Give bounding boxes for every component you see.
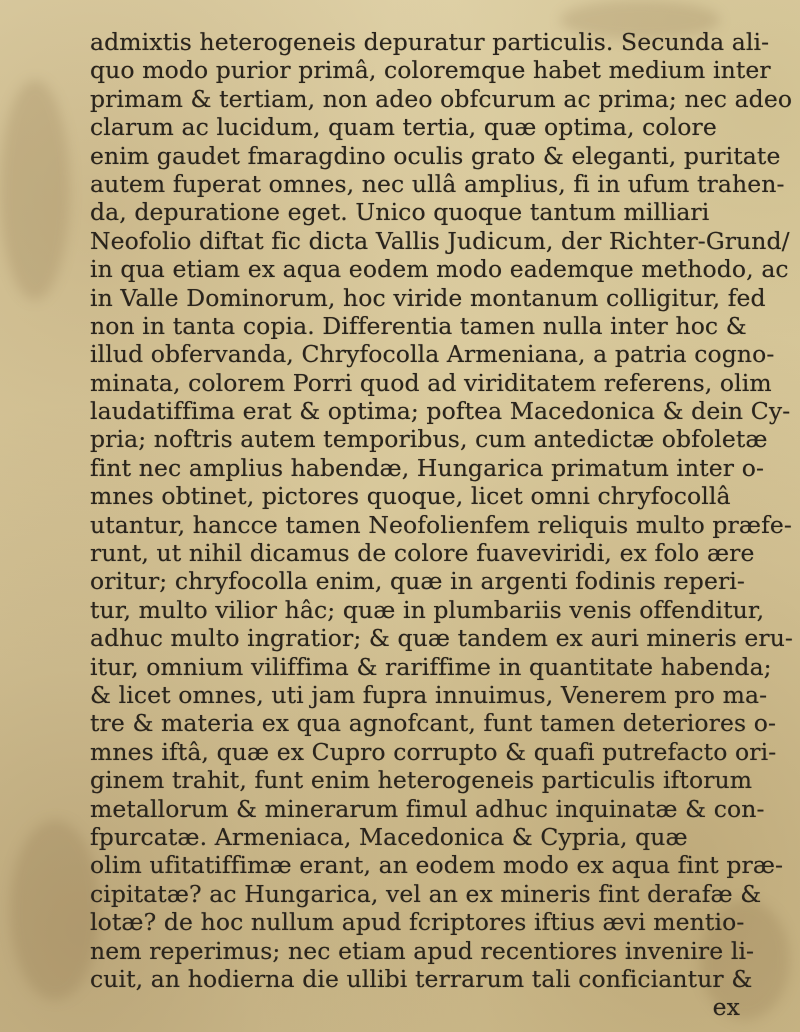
text-line: nem reperimus; nec etiam apud recentiores invenire li-	[90, 936, 755, 965]
text-line: metallorum & minerarum fimul adhuc inquinatæ & con-	[90, 794, 765, 823]
text-line: Neofolio diftat fic dicta Vallis Judicum, der Richter-Grund/	[90, 226, 790, 255]
text-line: enim gaudet fmaragdino oculis grato & eleganti, puritate	[90, 141, 781, 170]
text-line: oritur; chryfocolla enim, quæ in argenti fodinis reperi-	[90, 567, 745, 596]
text-line: primam & tertiam, non adeo obfcurum ac prima; nec adeo	[90, 84, 793, 113]
text-line: non in tanta copia. Differentia tamen nulla inter hoc &	[90, 311, 747, 340]
body-text	[90, 28, 793, 1022]
text-line: admixtis heterogeneis depuratur particulis. Secunda ali-	[90, 28, 770, 56]
text-line: fpurcatæ. Armeniaca, Macedonica & Cypria, quæ	[90, 822, 688, 851]
text-line: minata, colorem Porri quod ad viriditatem referens, olim	[90, 368, 772, 397]
text-line: lotæ? de hoc nullum apud fcriptores iftius ævi mentio-	[90, 908, 745, 937]
text-line: autem fuperat omnes, nec ullâ amplius, fi in ufum trahen-	[90, 169, 785, 198]
text-line: in qua etiam ex aqua eodem modo eademque methodo, ac	[90, 255, 789, 284]
text-line: tre & materia ex qua agnofcant, funt tamen deteriores o-	[90, 709, 777, 738]
paper-stain	[10, 820, 100, 1000]
text-line: cuit, an hodierna die ullibi terrarum tali conficiantur &	[90, 964, 753, 993]
text-line: ginem trahit, funt enim heterogeneis particulis iftorum	[90, 766, 753, 795]
text-line: tur, multo vilior hâc; quæ in plumbariis venis offenditur,	[90, 595, 765, 624]
text-line: adhuc multo ingratior; & quæ tandem ex auri mineris eru-	[90, 624, 793, 653]
text-line: clarum ac lucidum, quam tertia, quæ optima, colore	[90, 113, 717, 142]
text-line: olim ufitatiffimæ erant, an eodem modo ex aqua fint præ-	[90, 851, 784, 880]
text-line: laudatiffima erat & optima; poftea Macedonica & dein Cy-	[90, 397, 791, 426]
text-line: runt, ut nihil dicamus de colore fuaveviridi, ex folo ære	[90, 539, 755, 568]
catchword: ex	[712, 993, 740, 1022]
paper-stain	[0, 80, 70, 300]
text-line: mnes obtinet, pictores quoque, licet omni chryfocollâ	[90, 482, 731, 511]
text-line: cipitatæ? ac Hungarica, vel an ex mineris fint derafæ &	[90, 879, 762, 908]
text-line: in Valle Dominorum, hoc viride montanum colligitur, fed	[90, 283, 766, 312]
text-line: fint nec amplius habendæ, Hungarica primatum inter o-	[90, 453, 764, 482]
text-line: utantur, hancce tamen Neofolienfem reliquis multo præfe-	[90, 510, 792, 539]
text-line: & licet omnes, uti jam fupra innuimus, Venerem pro ma-	[90, 680, 768, 709]
text-line: quo modo purior primâ, coloremque habet medium inter	[90, 56, 771, 85]
text-line: illud obfervanda, Chryfocolla Armeniana, a patria cogno-	[90, 340, 775, 369]
text-line: da, depuratione eget. Unico quoque tantum milliari	[90, 198, 710, 227]
text-line: itur, omnium viliffima & rariffime in quantitate habenda;	[90, 652, 772, 681]
text-line: pria; noftris autem temporibus, cum antedictæ obfoletæ	[90, 425, 768, 454]
text-line: mnes iftâ, quæ ex Cupro corrupto & quafi putrefacto ori-	[90, 737, 777, 766]
